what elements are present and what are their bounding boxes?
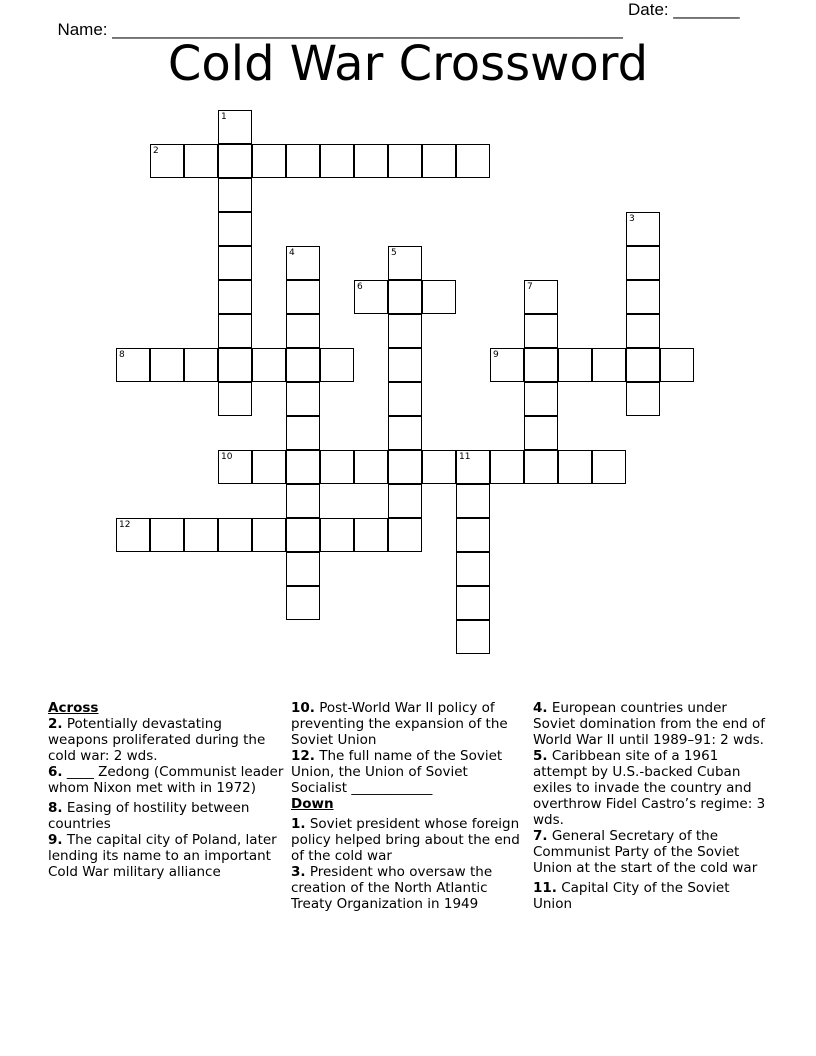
clue-down-5: 5. Caribbean site of a 1961 attempt by U.S.-backed Cuban exiles to invade the country and overthrow Fidel Castro’s regime: 3 wds. (533, 748, 766, 828)
grid-cell[interactable] (320, 144, 354, 178)
clue-across-8: 8. Easing of hostility between countries (48, 800, 250, 832)
clue-number: 6 (357, 282, 363, 292)
clue-number: 1 (221, 112, 227, 122)
clue-across-10: 10. Post-World War II policy of preventing the expansion of the Soviet Union (291, 700, 508, 748)
grid-cell[interactable] (592, 450, 626, 484)
grid-cell[interactable] (218, 382, 252, 416)
grid-cell[interactable] (184, 144, 218, 178)
clue-across-12: 12. The full name of the Soviet Union, the Union of Soviet Socialist ____________ (291, 748, 503, 796)
grid-cell[interactable] (456, 484, 490, 518)
grid-cell[interactable] (388, 416, 422, 450)
grid-cell[interactable] (218, 280, 252, 314)
clue-across-6: 6. ____ Zedong (Communist leader whom Nixon met with in 1972) (48, 764, 284, 796)
grid-cell[interactable] (286, 484, 320, 518)
grid-cell[interactable] (422, 144, 456, 178)
grid-cell[interactable] (286, 144, 320, 178)
grid-cell[interactable] (150, 518, 184, 552)
grid-cell[interactable] (388, 450, 422, 484)
grid-cell[interactable] (456, 552, 490, 586)
grid-cell[interactable] (388, 382, 422, 416)
grid-cell[interactable] (422, 280, 456, 314)
grid-cell[interactable] (524, 314, 558, 348)
grid-cell[interactable] (558, 450, 592, 484)
grid-cell[interactable] (286, 552, 320, 586)
grid-cell[interactable] (388, 484, 422, 518)
grid-cell[interactable] (388, 280, 422, 314)
clue-number: 3 (629, 214, 635, 224)
grid-cell[interactable] (422, 450, 456, 484)
grid-cell[interactable] (626, 314, 660, 348)
grid-cell[interactable] (354, 450, 388, 484)
clue-number: 11 (459, 452, 471, 462)
name-field-label: Name: ______________________________________________________ (57, 20, 623, 39)
grid-cell[interactable] (626, 382, 660, 416)
grid-cell[interactable] (286, 382, 320, 416)
grid-cell[interactable] (320, 450, 354, 484)
grid-cell[interactable] (252, 144, 286, 178)
clue-number: 5 (391, 248, 397, 258)
grid-cell[interactable] (660, 348, 694, 382)
grid-cell[interactable] (490, 450, 524, 484)
grid-cell[interactable] (252, 518, 286, 552)
page-title: Cold War Crossword (167, 36, 649, 92)
grid-cell[interactable] (184, 348, 218, 382)
clue-number: 4 (289, 248, 295, 258)
grid-cell[interactable] (218, 178, 252, 212)
grid-cell[interactable] (320, 518, 354, 552)
grid-cell[interactable] (354, 518, 388, 552)
grid-cell[interactable] (218, 348, 252, 382)
grid-cell[interactable] (524, 382, 558, 416)
clue-down-4: 4. European countries under Soviet domination from the end of World War II until 1989–91: 2 wds. (533, 700, 766, 748)
clue-number: 7 (527, 282, 533, 292)
grid-cell[interactable] (524, 416, 558, 450)
grid-cell[interactable] (184, 518, 218, 552)
date-field-label: Date: _______ (628, 0, 740, 19)
grid-cell[interactable] (286, 450, 320, 484)
down-heading: Down (291, 796, 334, 812)
grid-cell[interactable] (218, 518, 252, 552)
clue-down-3: 3. President who oversaw the creation of the North Atlantic Treaty Organization in 1949 (291, 864, 493, 912)
grid-cell[interactable] (354, 144, 388, 178)
grid-cell[interactable] (524, 348, 558, 382)
clue-down-7: 7. General Secretary of the Communist Party of the Soviet Union at the start of the cold war (533, 828, 758, 876)
grid-cell[interactable] (286, 280, 320, 314)
grid-cell[interactable] (320, 348, 354, 382)
grid-cell[interactable] (626, 246, 660, 280)
clues-column-1 (48, 700, 284, 880)
clue-number: 8 (119, 350, 125, 360)
clue-down-11: 11. Capital City of the Soviet Union (533, 880, 730, 912)
grid-cell[interactable] (456, 586, 490, 620)
grid-cell[interactable] (286, 416, 320, 450)
grid-cell[interactable] (252, 450, 286, 484)
grid-cell[interactable] (252, 348, 286, 382)
grid-cell[interactable] (218, 246, 252, 280)
clue-number: 10 (221, 452, 233, 462)
grid-cell[interactable] (456, 620, 490, 654)
clue-down-1: 1. Soviet president whose foreign policy helped bring about the end of the cold war (291, 816, 520, 864)
grid-cell[interactable] (286, 518, 320, 552)
grid-cell[interactable] (388, 348, 422, 382)
grid-cell[interactable] (286, 348, 320, 382)
clue-across-9: 9. The capital city of Poland, later lending its name to an important Cold War military alliance (48, 832, 277, 880)
grid-cell[interactable] (592, 348, 626, 382)
clue-across-2: 2. Potentially devastating weapons proliferated during the cold war: 2 wds. (48, 716, 266, 764)
clue-number: 12 (119, 520, 131, 530)
grid-cell[interactable] (558, 348, 592, 382)
grid-cell[interactable] (626, 280, 660, 314)
clues-column-3 (533, 700, 769, 912)
grid-cell[interactable] (286, 586, 320, 620)
grid-cell[interactable] (218, 212, 252, 246)
grid-cell[interactable] (456, 144, 490, 178)
grid-cell[interactable] (388, 144, 422, 178)
clue-number: 2 (153, 146, 159, 156)
grid-cell[interactable] (456, 518, 490, 552)
grid-cell[interactable] (150, 348, 184, 382)
clue-number: 9 (493, 350, 499, 360)
clues-column-2 (291, 700, 527, 912)
grid-cell[interactable] (388, 518, 422, 552)
across-heading: Across (48, 700, 99, 716)
grid-cell[interactable] (286, 314, 320, 348)
grid-cell[interactable] (218, 144, 252, 178)
grid-cell[interactable] (626, 348, 660, 382)
grid-cell[interactable] (524, 450, 558, 484)
grid-cell[interactable] (218, 314, 252, 348)
grid-cell[interactable] (388, 314, 422, 348)
